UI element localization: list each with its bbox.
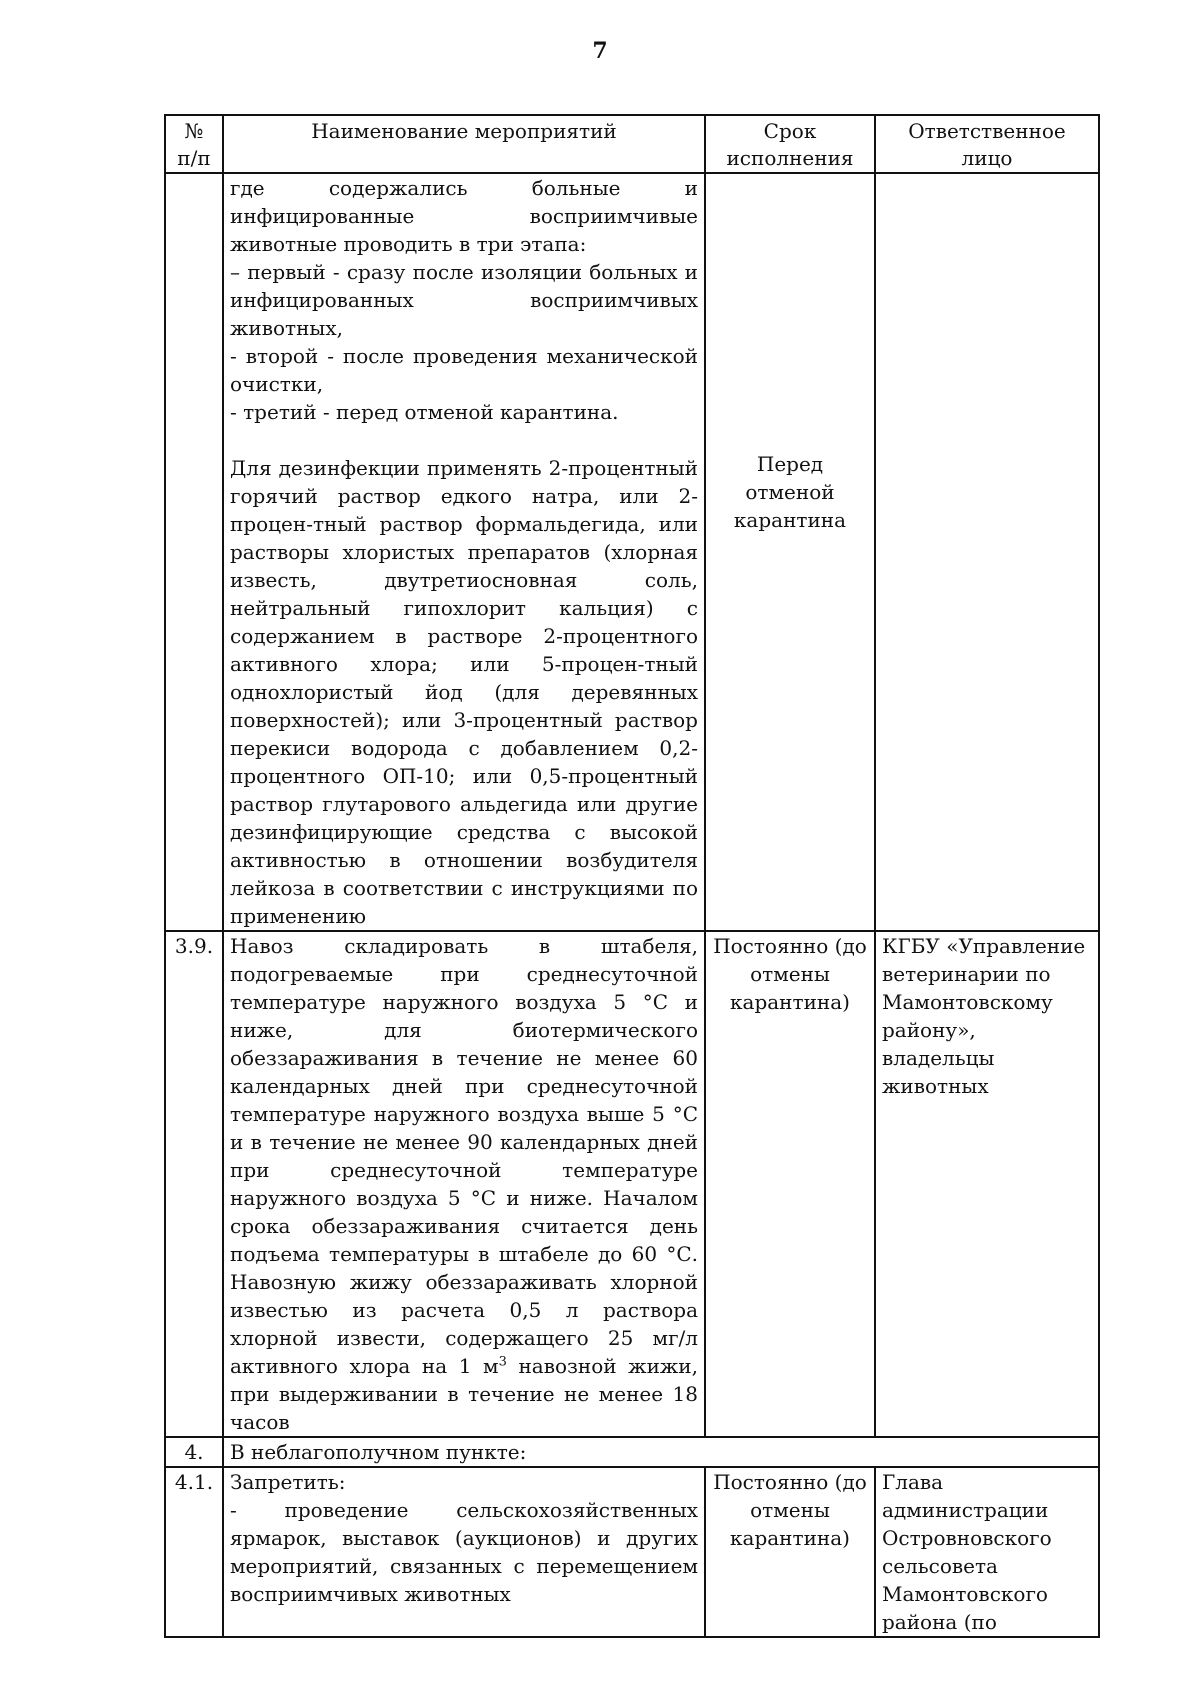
row-responsible: Глава администрации Островновского сельсовета Мамонтовского района (по (875, 1467, 1099, 1637)
row-title: Запретить: (230, 1470, 346, 1494)
header-name: Наименование мероприятий (223, 115, 705, 173)
header-num: № п/п (165, 115, 223, 173)
row-term-text: Перед отменой карантина (733, 452, 847, 532)
header-term: Срок исполнения (705, 115, 875, 173)
row-paragraph: - третий - перед отменой карантина. (230, 400, 619, 424)
table-row (165, 1467, 1099, 1637)
row-num: 4. (165, 1437, 223, 1467)
row-text-part: Навоз складировать в штабеля, подогреваемые при среднесуточной температуре наружного воздуха 5 °С и ниже, для биотермического обеззараживания в течение не менее 60 календарных дней при среднесуточной температуре наружного воздуха выше 5 °С и в течение не менее 90 календарных дней при среднесуточной температуре наружного воздуха 5 °С и ниже. Началом срока обеззараживания считается день подъема температуры в штабеле до 60 °С. Навозную жижу обеззараживать хлорной известью из расчета 0,5 л раствора хлорной извести, содержащего 25 мг/л активного хлора на 1 м (230, 934, 698, 1378)
row-text-part: навозной жижи, при выдерживании в течение не менее 18 часов (230, 1354, 698, 1434)
superscript: 3 (498, 1354, 507, 1370)
row-term: Постоянно (до отмены карантина) (705, 931, 875, 1437)
row-term (705, 173, 875, 931)
row-paragraph: Для дезинфекции применять 2-процентный горячий раствор едкого натра, или 2-процен-тный раствор формальдегида, или растворы хлористых препаратов (хлорная известь, двутретиосновная соль, нейтральный гипохлорит кальция) с содержанием в растворе 2-процентного активного хлора; или 5-процен-тный однохлористый йод (для деревянных поверхностей); или 3-процентный раствор перекиси водорода с добавлением 0,2-процентного ОП-10; или 0,5-процентный раствор глутарового альдегида или другие дезинфицирующие средства с высокой активностью в отношении возбудителя лейкоза в соответствии с инструкциями по применению (230, 456, 698, 928)
row-paragraph: – первый - сразу после изоляции больных и инфицированных восприимчивых животных, (230, 260, 698, 340)
row-num (165, 173, 223, 931)
table-header-row (165, 115, 1099, 173)
row-paragraph: - проведение сельскохозяйственных ярмарок, выставок (аукционов) и других мероприятий, связанных с перемещением восприимчивых животных (230, 1498, 698, 1606)
row-responsible: КГБУ «Управление ветеринарии по Мамонтовскому району», владельцы животных (875, 931, 1099, 1437)
row-text (223, 931, 705, 1437)
row-num: 3.9. (165, 931, 223, 1437)
row-term: Постоянно (до отмены карантина) (705, 1467, 875, 1637)
section-row (165, 1437, 1099, 1467)
row-paragraph: где содержались больные и инфицированные восприимчивые животные проводить в три этапа: (230, 176, 698, 256)
row-text (223, 1467, 705, 1637)
measures-table (164, 114, 1100, 1638)
row-responsible (875, 173, 1099, 931)
header-responsible: Ответственное лицо (875, 115, 1099, 173)
row-num: 4.1. (165, 1467, 223, 1637)
table-row (165, 173, 1099, 931)
row-paragraph: - второй - после проведения механической очистки, (230, 344, 698, 396)
page-number: 7 (592, 38, 608, 64)
section-title: В неблагополучном пункте: (223, 1437, 1099, 1467)
table-row (165, 931, 1099, 1437)
row-text (223, 173, 705, 931)
